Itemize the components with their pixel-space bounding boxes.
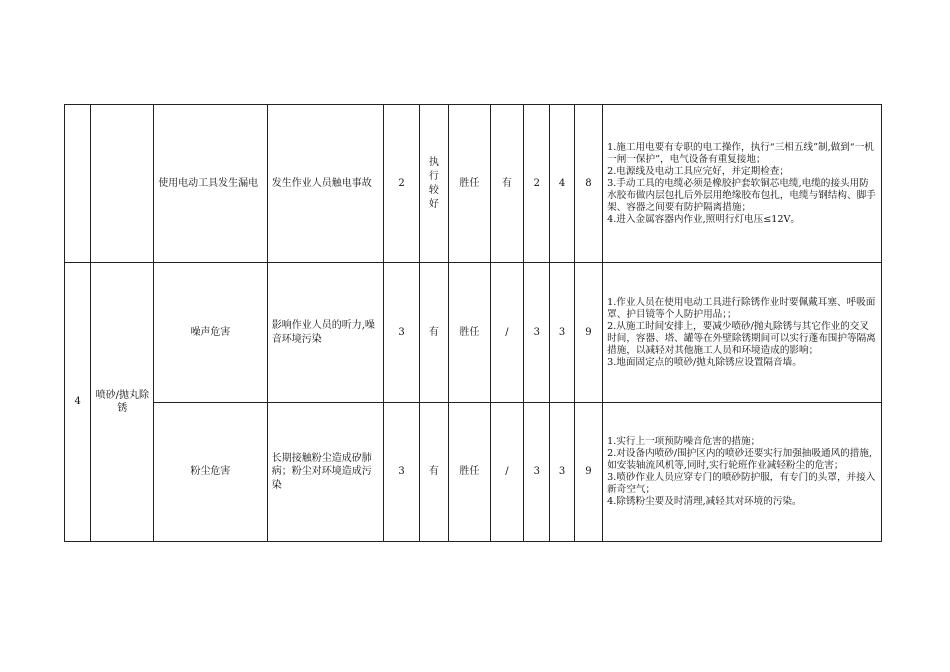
measures-cell [603,105,882,263]
competence-cell: 胜任 [449,403,491,542]
emergency-plan-cell: / [490,403,523,542]
likelihood-cell: 2 [384,105,419,263]
measure-item: 4.进入金属容器内作业,照明行灯电压≤12V。 [607,213,801,225]
control-measures-status-cell: 有 [419,263,448,403]
s-value-cell: 4 [550,105,574,263]
risk-assessment-table [64,104,882,542]
measure-item: 4.除锈粉尘要及时清理,减轻其对环境的污染。 [607,496,802,507]
consequence-cell: 发生作业人员触电事故 [267,105,384,263]
s-value-cell: 3 [550,403,574,542]
control-measures-status-cell [419,105,448,263]
hazard-cell: 噪声危害 [154,263,268,403]
emergency-plan-cell: / [490,263,523,403]
seq-cell: 4 [65,263,91,542]
task-cell: 喷砂/抛丸除锈 [91,263,154,542]
measure-item: 2.电源线及电动工具应完好，并定期检查； [607,165,789,177]
r-value-cell: 9 [574,403,602,542]
r-value-cell: 9 [574,263,602,403]
measures-cell [603,263,882,403]
measure-item: 3.地面固定点的喷砂/抛丸除锈应设置隔音墙。 [607,356,802,368]
likelihood-cell: 3 [384,263,419,403]
l-value-cell: 3 [524,403,550,542]
table-row [65,403,882,542]
r-value-cell: 8 [574,105,602,263]
measures-cell [603,403,882,542]
consequence-cell: 长期接触粉尘造成矽肺病；粉尘对环境造成污染 [267,403,384,542]
table-row [65,105,882,263]
competence-cell: 胜任 [449,105,491,263]
control-measures-status-text: 执行较好 [428,156,439,210]
measure-item: 3.喷砂作业人员应穿专门的喷砂防护服，有专门的头罩，并接入新奇空气； [607,472,876,495]
consequence-cell: 影响作业人员的听力,噪音环境污染 [267,263,384,403]
measure-item: 2.从施工时间安排上，要减少喷砂/抛丸除锈与其它作业的交叉时间，容器、塔、罐等在外壁除锈期间可以实行蓬布围护等隔离措施，以减轻对其他施工人员和环境造成的影响； [607,320,876,356]
likelihood-cell: 3 [384,403,419,542]
s-value-cell: 3 [550,263,574,403]
competence-cell: 胜任 [449,263,491,403]
l-value-cell: 3 [524,263,550,403]
hazard-cell: 使用电动工具发生漏电 [154,105,268,263]
control-measures-status-cell: 有 [419,403,448,542]
measure-item: 1.施工用电要有专职的电工操作，执行“三相五线”制,做到“一机一闸一保护”，电气设备有重复接地； [607,141,874,165]
measure-item: 1.作业人员在使用电动工具进行除锈作业时要佩戴耳塞、呼吸面罩、护目镜等个人防护用品；； [607,296,876,320]
table-row [65,263,882,403]
measure-item: 3.手动工具的电缆必须是橡胶护套软铜芯电缆,电缆的接头用防水胶布做内层包扎后外层用绝缘胶布包扎，电缆与钢结构、脚手架、容器之间要有防护隔离措施； [607,177,876,213]
hazard-cell: 粉尘危害 [154,403,268,542]
measure-item: 1.实行上一项预防噪音危害的措施； [607,436,761,447]
l-value-cell: 2 [524,105,550,263]
emergency-plan-cell: 有 [490,105,523,263]
seq-cell [65,105,91,263]
task-cell [91,105,154,263]
measure-item: 2.对设备内喷砂/围护区内的喷砂还要实行加强抽吸通风的措施,如安装轴流风机等,同时,实行轮班作业减轻粉尘的危害； [607,448,873,471]
